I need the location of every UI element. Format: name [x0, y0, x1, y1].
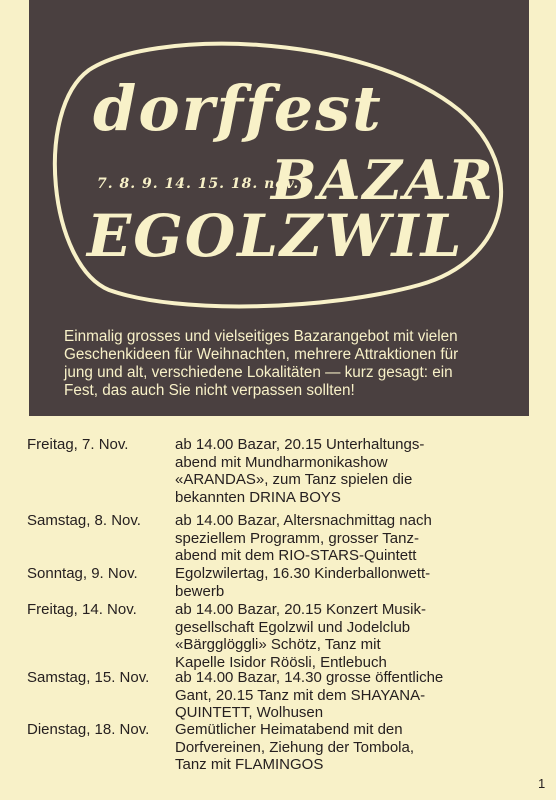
schedule-day: Samstag, 8. Nov. — [27, 512, 141, 529]
schedule-day: Dienstag, 18. Nov. — [27, 721, 150, 738]
schedule-day: Freitag, 14. Nov. — [27, 601, 137, 618]
title-dorffest: dorffest — [93, 72, 383, 145]
desc-line: ab 14.00 Bazar, 20.15 Konzert Musik- — [175, 601, 426, 618]
desc-line: gesellschaft Egolzwil und Jodelclub — [175, 618, 411, 636]
intro-line: Einmalig grosses und vielseitiges Bazarangebot mit vielen — [64, 328, 458, 345]
schedule-description — [175, 436, 527, 506]
desc-line: ab 14.00 Bazar, 20.15 Unterhaltungs- — [175, 436, 425, 453]
schedule-row — [27, 512, 527, 565]
desc-line: QUINTETT, Wolhusen — [175, 704, 324, 721]
schedule-row — [27, 601, 527, 669]
intro-line: Geschenkideen für Weihnachten, mehrere Attraktionen für — [64, 346, 459, 363]
schedule-row — [27, 436, 527, 512]
desc-line: «Bärgglöggli» Schötz, Tanz mit — [175, 636, 381, 653]
schedule-description — [175, 565, 527, 600]
desc-line: «ARANDAS», zum Tanz spielen die — [175, 471, 413, 488]
desc-line: Dorfvereinen, Ziehung der Tombola, — [175, 738, 415, 756]
desc-line: Gemütlicher Heimatabend mit den — [175, 721, 403, 738]
schedule-list — [27, 436, 527, 774]
event-dates: 7. 8. 9. 14. 15. 18. nov. — [97, 176, 300, 192]
schedule-row — [27, 669, 527, 721]
desc-line: speziellem Programm, grosser Tanz- — [175, 529, 419, 547]
intro-line: jung und alt, verschiedene Lokalitäten — kurz gesagt: ein — [64, 364, 453, 381]
schedule-day: Sonntag, 9. Nov. — [27, 565, 138, 582]
poster-header — [29, 0, 529, 416]
desc-line: abend mit Mundharmonikashow — [175, 453, 388, 471]
intro-line: Fest, das auch Sie nicht verpassen sollten! — [64, 382, 355, 399]
desc-line: bekannten DRINA BOYS — [175, 488, 341, 506]
schedule-day: Freitag, 7. Nov. — [27, 436, 129, 453]
desc-line: Kapelle Isidor Röösli, Entlebuch — [175, 653, 387, 671]
schedule-description — [175, 601, 527, 671]
desc-line: ab 14.00 Bazar, 14.30 grosse öffentliche — [175, 669, 444, 686]
schedule-row — [27, 721, 527, 774]
schedule-description — [175, 669, 527, 722]
desc-line: Gant, 20.15 Tanz mit dem SHAYANA- — [175, 686, 426, 704]
desc-line: ab 14.00 Bazar, Altersnachmittag nach — [175, 512, 432, 529]
desc-line: abend mit dem RIO-STARS-Quintett — [175, 547, 417, 564]
desc-line: Egolzwilertag, 16.30 Kinderballonwett- — [175, 565, 431, 582]
title-bazar: BAZAR — [271, 148, 495, 212]
schedule-row — [27, 565, 527, 601]
page-number: 1 — [538, 776, 546, 791]
title-egolzwil: EGOLZWIL — [87, 202, 464, 270]
schedule-description — [175, 721, 527, 774]
schedule-description — [175, 512, 527, 565]
desc-line: bewerb — [175, 582, 225, 600]
desc-line: Tanz mit FLAMINGOS — [175, 756, 324, 773]
intro-text — [64, 328, 514, 400]
schedule-day: Samstag, 15. Nov. — [27, 669, 150, 686]
